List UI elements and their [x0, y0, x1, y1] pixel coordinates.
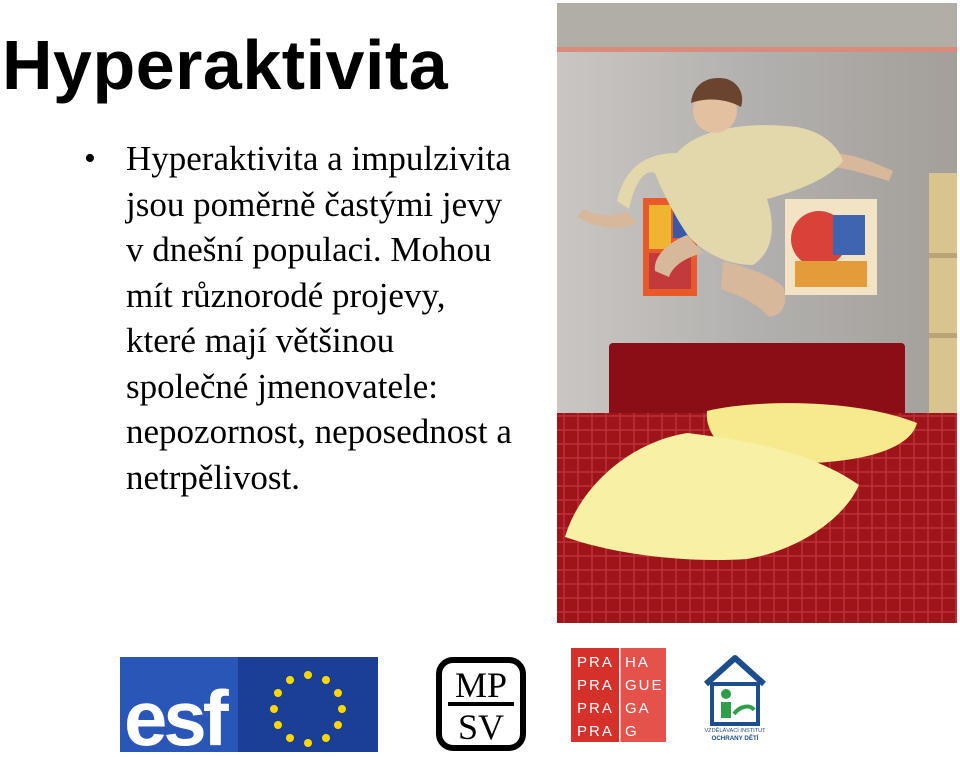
house-icon [700, 652, 770, 744]
esf-eu-flag-logo [120, 657, 378, 752]
bullet-item: • Hyperaktivita a impulzivita jsou poměrně častými jevy v dnešní populaci. Mohou mít různorodé projevy, které mají většinou společné jmenovatele: nepozornost, neposednost a netrpělivost. [84, 136, 524, 500]
praha-emblem [571, 648, 666, 742]
vido-logo [700, 652, 770, 744]
vido-logo-line2: OCHRANY DĚTÍ [711, 735, 759, 742]
praha-row3-left: PRA [577, 700, 614, 717]
praha-row3-right: GA [625, 700, 651, 717]
praha-row2-left: PRA [577, 677, 614, 694]
praha-row2-right: GUE [625, 677, 664, 694]
praha-row1-left: PRA [577, 654, 614, 671]
praha-row4-right: G [625, 723, 639, 740]
praha-logo [571, 648, 666, 742]
vido-logo-line1: VZDĚLÁVACÍ INSTITUT [704, 728, 766, 734]
praha-row1-right: HA [625, 654, 650, 671]
mpsv-logo-top: MP [454, 665, 508, 705]
mpsv-logo-bottom: SV [457, 707, 505, 747]
mpsv-logo [436, 657, 526, 751]
slide-title: Hyperaktivita [2, 26, 449, 104]
boy-jumping-photo [557, 3, 957, 623]
esf-logo-text: esf [124, 674, 225, 752]
esf-logo [120, 657, 378, 752]
praha-row4-left: PRA [577, 723, 614, 740]
bullet-list [84, 136, 524, 500]
photo-illustration [557, 3, 957, 623]
mpsv-emblem [436, 657, 526, 751]
